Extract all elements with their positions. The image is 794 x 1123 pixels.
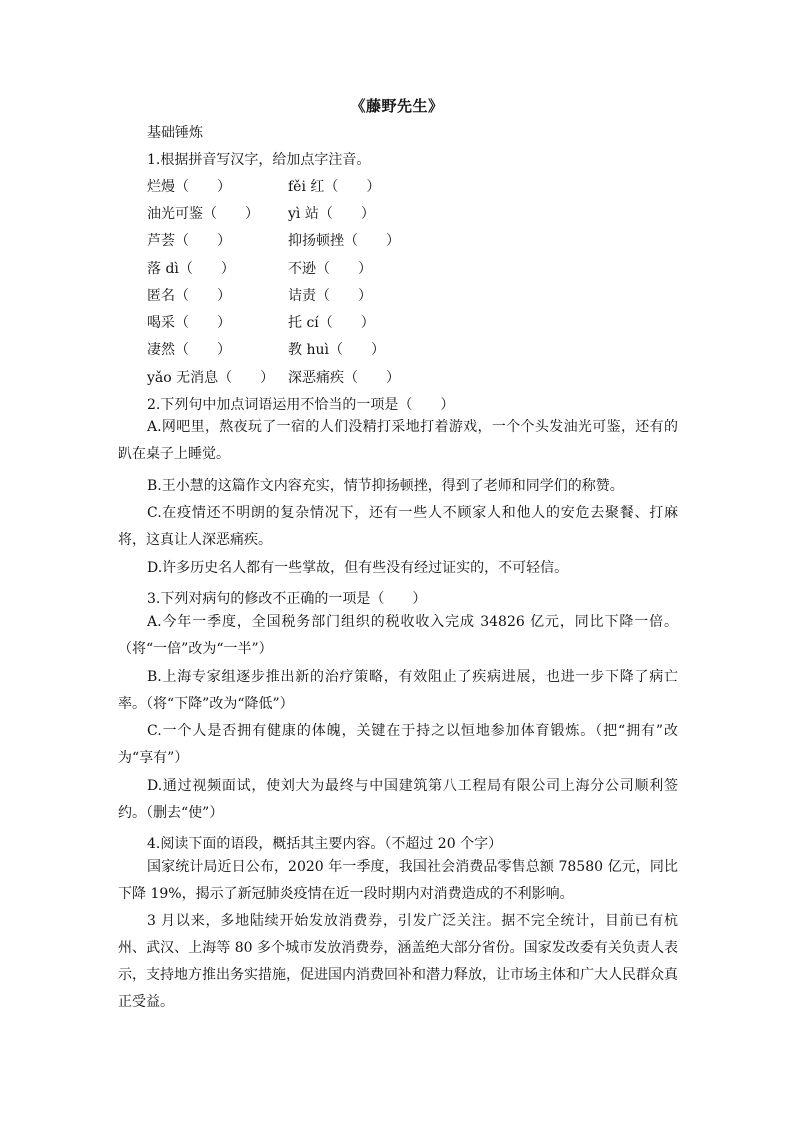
- q1-item: fěi 红（ ）: [288, 179, 381, 195]
- q1-item: 芦荟（ ）: [147, 233, 231, 249]
- q1-item: yì 站（ ）: [288, 206, 375, 222]
- q2-option-a: A.网吧里，熬夜玩了一宿的人们没精打采地打着游戏，一个个头发油光可鉴，还有的趴在桌子上睡觉。: [118, 419, 678, 462]
- question-2-heading: 2.下列句中加点词语运用不恰当的一项是（ ）: [147, 397, 455, 413]
- q3-option-a: A.今年一季度，全国税务部门组织的税收收入完成 34826 亿元，同比下降一倍。（将“一倍”改为“一半”）: [118, 614, 678, 657]
- q2-option-b: B.王小慧的这篇作文内容充实，情节抑扬顿挫，得到了老师和同学们的称赞。: [147, 478, 624, 494]
- q1-item: 不逊（ ）: [288, 261, 372, 277]
- q1-item: 凄然（ ）: [147, 342, 231, 358]
- section-heading: 基础锤炼: [147, 125, 203, 141]
- q1-item: 烂熳（ ）: [147, 179, 231, 195]
- q4-paragraph: 3 月以来，多地陆续开始发放消费券，引发广泛关注。据不完全统计，目前已有杭州、武汉、上海等 80 多个城市发放消费券，涵盖绝大部分省份。国家发改委有关负责人表示，支持地方推出务实措施，促进国内消费回补和潜力释放，让市场主体和广大人民群众真正受益。: [118, 913, 678, 1010]
- q1-item: 教 huì（ ）: [288, 342, 385, 358]
- q1-item: 匿名（ ）: [147, 288, 231, 304]
- q1-item: 油光可鉴（ ）: [147, 206, 259, 222]
- q1-item: 落 dì（ ）: [147, 261, 235, 277]
- question-4-heading: 4.阅读下面的语段，概括其主要内容。（不超过 20 个字）: [147, 836, 503, 852]
- q4-paragraph: 国家统计局近日公布，2020 年一季度，我国社会消费品零售总额 78580 亿元，同比下降 19%，揭示了新冠肺炎疫情在近一段时期内对消费造成的不利影响。: [118, 859, 678, 902]
- q1-item: yǎo 无消息（ ）: [147, 370, 275, 386]
- question-3-heading: 3.下列对病句的修改不正确的一项是（ ）: [147, 591, 427, 607]
- q1-item: 托 cí（ ）: [288, 315, 375, 331]
- q3-option-d: D.通过视频面试，使刘大为最终与中国建筑第八工程局有限公司上海分公司顺利签约。（删去“使”）: [118, 778, 678, 821]
- question-1-heading: 1.根据拼音写汉字，给加点字注音。: [147, 152, 371, 168]
- q1-item: 喝采（ ）: [147, 315, 231, 331]
- page-title: 《藤野先生》: [350, 97, 444, 115]
- q1-item: 深恶痛疾（ ）: [288, 370, 400, 386]
- q3-option-b: B.上海专家组逐步推出新的治疗策略，有效阻止了疾病进展，也进一步下降了病亡率。（将“下降”改为“降低”）: [118, 669, 678, 712]
- q2-option-c: C.在疫情还不明朗的复杂情况下，还有一些人不顾家人和他人的安危去聚餐、打麻将，这真让人深恶痛疾。: [118, 505, 678, 548]
- q2-option-d: D.许多历史名人都有一些掌故，但有些没有经过证实的，不可轻信。: [147, 560, 569, 576]
- q1-item: 抑扬顿挫（ ）: [288, 233, 400, 249]
- q1-item: 诘责（ ）: [288, 288, 372, 304]
- q3-option-c: C.一个人是否拥有健康的体魄，关键在于持之以恒地参加体育锻炼。（把“拥有”改为“享有”）: [118, 723, 678, 766]
